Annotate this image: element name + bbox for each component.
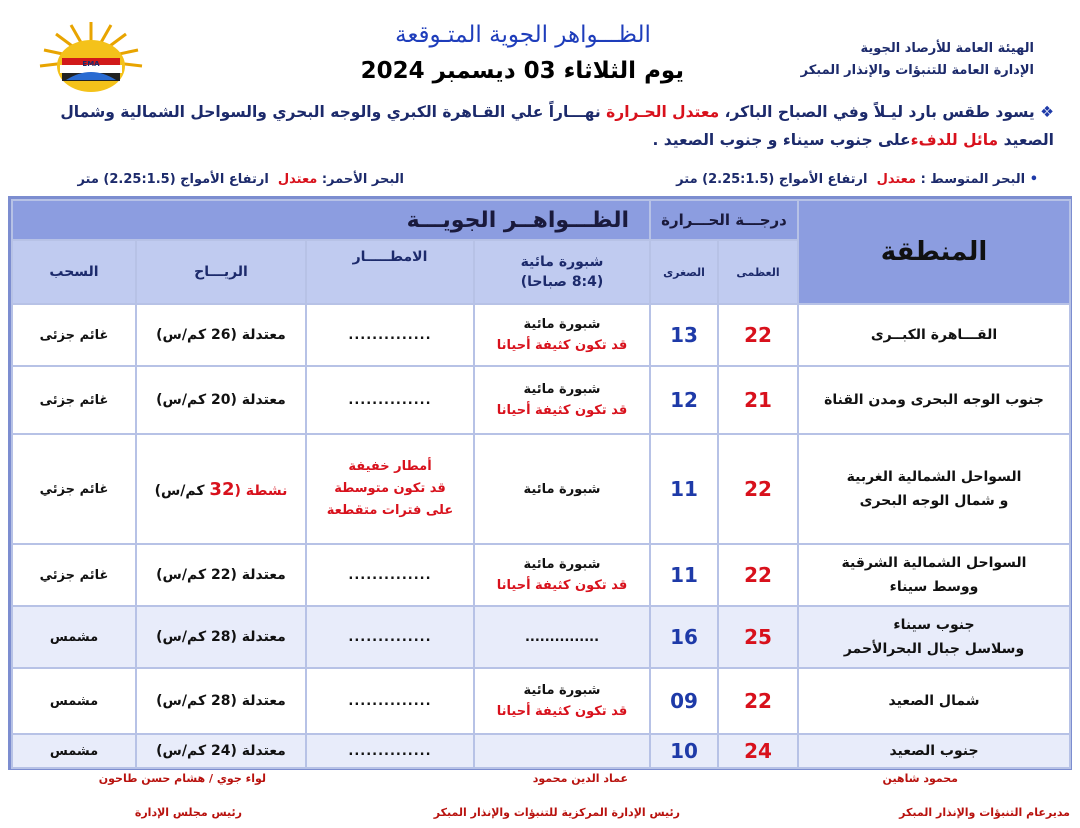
wind-strength: معتدلة	[241, 629, 286, 645]
region-line-1: جنوب الوجه البحرى ومدن القناة	[824, 392, 1044, 408]
max-temp-value: 25	[744, 625, 772, 649]
region-cell	[798, 434, 1070, 544]
region-cell	[798, 734, 1070, 768]
forecast-table	[11, 199, 1071, 769]
wind-speed-value: (28 كم/س)	[156, 693, 237, 709]
max-temp-cell	[718, 304, 798, 366]
org-line-1: الهيئة العامة للأرصاد الجوية	[860, 41, 1034, 56]
wind-speed-value: (26 كم/س)	[156, 327, 237, 343]
min-temp-cell	[650, 668, 718, 734]
temp-header: درجـــة الحـــرارة	[650, 200, 798, 240]
sig-left-name: لواء جوي / هشام حسن طاحون	[98, 772, 266, 785]
summary-part-5: على جنوب سيناء و جنوب الصعيد .	[652, 131, 911, 149]
wind-strength: معتدلة	[241, 392, 286, 408]
red-sea-state	[77, 172, 404, 187]
max-temp-value: 22	[744, 477, 772, 501]
rain-line-1: ..............	[348, 743, 432, 759]
wind-strength: معتدلة	[241, 567, 286, 583]
min-temp-header: الصغرى	[650, 240, 718, 304]
wind-cell	[136, 734, 306, 768]
wind-cell	[136, 606, 306, 668]
rain-cell	[306, 668, 474, 734]
fog-cell	[474, 366, 650, 434]
table-row	[12, 668, 1070, 734]
max-temp-cell	[718, 366, 798, 434]
cloud-cell	[12, 434, 136, 544]
fog-line-1: شبورة مائية	[523, 382, 601, 397]
sig-center-name: عماد الدين محمود	[532, 772, 628, 785]
fog-line-2: قد تكون كثيفة أحيانا	[496, 403, 628, 418]
rain-line-1: ..............	[348, 392, 432, 408]
bullet-dot-icon: •	[1029, 172, 1038, 187]
table-row	[12, 606, 1070, 668]
fog-header-line-2: (8:4 صباحا)	[520, 274, 604, 290]
fog-cell	[474, 304, 650, 366]
max-temp-value: 24	[744, 739, 772, 763]
fog-cell	[474, 434, 650, 544]
region-header: المنطقة	[798, 200, 1070, 304]
min-temp-cell	[650, 544, 718, 606]
rain-cell	[306, 434, 474, 544]
wind-unit: كم/س)	[154, 482, 205, 499]
wind-cell	[136, 366, 306, 434]
region-cell	[798, 304, 1070, 366]
cloud-cell	[12, 734, 136, 768]
red-sea-waves: ارتفاع الأمواج (2.25:1.5) متر	[77, 172, 269, 187]
sig-center-title: رئيس الإدارة المركزية للتنبؤات والإنذار المبكر	[433, 806, 680, 819]
rain-line-1: ..............	[348, 693, 432, 709]
rain-line-1: ..............	[348, 327, 432, 343]
region-line-1: القـــاهرة الكبــرى	[870, 327, 998, 343]
fog-header	[474, 240, 650, 304]
cloud-value: مشمس	[49, 743, 99, 759]
max-temp-value: 22	[744, 323, 772, 347]
summary-part-3: نهـــاراً علي القـاهرة الكبري والوجه البحري والسواحل الشمالية وشمال الصعيد	[60, 103, 1054, 149]
org-name	[734, 38, 1034, 82]
ema-logo	[36, 20, 146, 100]
max-temp-value: 21	[744, 388, 772, 412]
fog-cell	[474, 734, 650, 768]
cloud-cell	[12, 606, 136, 668]
cloud-value: غائم جزئي	[39, 567, 109, 583]
region-line-1: جنوب الصعيد	[889, 743, 979, 759]
fog-line-2: قد تكون كثيفة أحيانا	[496, 338, 628, 353]
wind-strength: معتدلة	[241, 743, 286, 759]
min-temp-value: 11	[670, 563, 698, 587]
min-temp-value: 11	[670, 477, 698, 501]
rain-line-2: قد تكون متوسطة	[334, 481, 446, 496]
rain-header: الامطـــــار	[306, 240, 474, 304]
region-line-1: السواحل الشمالية الشرقية	[841, 555, 1027, 571]
summary-part-4: مائل للدفء	[910, 131, 999, 149]
fog-cell	[474, 544, 650, 606]
max-temp-header: العظمى	[718, 240, 798, 304]
summary-part-2: معتدل الحـرارة	[606, 103, 720, 121]
max-temp-cell	[718, 544, 798, 606]
wind-strength: نشطة	[245, 482, 288, 499]
wind-cell	[136, 544, 306, 606]
logo-text: EMA	[82, 60, 100, 68]
weather-summary	[14, 98, 1054, 154]
region-cell	[798, 668, 1070, 734]
region-cell	[798, 366, 1070, 434]
region-line-2: و شمال الوجه البحرى	[859, 493, 1009, 509]
rain-line-1: ..............	[348, 567, 432, 583]
max-temp-cell	[718, 434, 798, 544]
rain-cell	[306, 544, 474, 606]
region-line-1: جنوب سيناء	[893, 617, 975, 633]
forecast-table-frame	[8, 196, 1072, 770]
wind-strength: معتدلة	[241, 327, 286, 343]
wind-speed-value: (20 كم/س)	[156, 392, 237, 408]
wind-speed-value: (28 كم/س)	[156, 629, 237, 645]
min-temp-cell	[650, 304, 718, 366]
wind-header: الريـــاح	[136, 240, 306, 304]
table-row	[12, 434, 1070, 544]
max-temp-cell	[718, 668, 798, 734]
rain-line-1: أمطار خفيفة	[348, 459, 432, 474]
fog-line-1: شبورة مائية	[523, 557, 601, 572]
cloud-cell	[12, 544, 136, 606]
min-temp-value: 09	[670, 689, 698, 713]
fog-line-1: ...............	[524, 629, 600, 645]
min-temp-value: 13	[670, 323, 698, 347]
region-line-1: شمال الصعيد	[888, 693, 980, 709]
max-temp-cell	[718, 606, 798, 668]
rain-line-1: ..............	[348, 629, 432, 645]
fog-line-1: شبورة مائية	[523, 481, 601, 497]
wind-cell	[136, 304, 306, 366]
red-sea-label: البحر الأحمر:	[321, 172, 404, 187]
region-cell	[798, 606, 1070, 668]
cloud-cell	[12, 304, 136, 366]
max-temp-cell	[718, 734, 798, 768]
med-sea-state	[676, 172, 1038, 187]
rain-cell	[306, 304, 474, 366]
wind-speed-value: (22 كم/س)	[156, 567, 237, 583]
summary-part-1: يسود طقس بارد ليـلاً وفي الصباح الباكر،	[724, 103, 1035, 121]
cloud-value: مشمس	[49, 629, 99, 645]
fog-line-2: قد تكون كثيفة أحيانا	[496, 704, 628, 719]
cloud-value: غائم جزئي	[39, 481, 109, 497]
wind-speed-value: (24 كم/س)	[156, 743, 237, 759]
region-line-1: السواحل الشمالية الغربية	[846, 469, 1022, 485]
fog-cell	[474, 606, 650, 668]
org-line-2: الإدارة العامة للتنبؤات والإنذار المبكر	[800, 63, 1034, 78]
fog-line-1: شبورة مائية	[523, 317, 601, 332]
sig-right-name: محمود شاهين	[882, 772, 958, 785]
min-temp-value: 10	[670, 739, 698, 763]
fog-line-2: قد تكون كثيفة أحيانا	[496, 578, 628, 593]
rain-cell	[306, 734, 474, 768]
cloud-cell	[12, 366, 136, 434]
sig-left-title: رئيس مجلس الإدارة	[134, 806, 242, 819]
table-row	[12, 734, 1070, 768]
red-sea-condition: معتدل	[277, 172, 318, 187]
region-cell	[798, 544, 1070, 606]
fog-cell	[474, 668, 650, 734]
cloud-value: مشمس	[49, 693, 99, 709]
rain-line-3: على فترات متقطعة	[326, 503, 454, 518]
wind-speed-value: 32	[209, 478, 235, 500]
table-row	[12, 544, 1070, 606]
max-temp-value: 22	[744, 689, 772, 713]
min-temp-cell	[650, 434, 718, 544]
region-line-2: وسلاسل جبال البحرالأحمر	[843, 641, 1025, 657]
wind-strength: معتدلة	[241, 693, 286, 709]
min-temp-cell	[650, 606, 718, 668]
min-temp-cell	[650, 366, 718, 434]
med-sea-condition: معتدل	[876, 172, 917, 187]
table-row	[12, 304, 1070, 366]
wind-cell	[136, 668, 306, 734]
page-title: الظـــواهر الجوية المتـوقعة	[395, 22, 651, 48]
sig-right-title: مديرعام التنبؤات والإنذار المبكر	[899, 806, 1070, 819]
cloud-cell	[12, 668, 136, 734]
min-temp-cell	[650, 734, 718, 768]
max-temp-value: 22	[744, 563, 772, 587]
min-temp-value: 12	[670, 388, 698, 412]
cloud-value: غائم جزئى	[39, 327, 109, 343]
cloud-header: السحب	[12, 240, 136, 304]
wind-cell: نشطة (32 كم/س)	[136, 434, 306, 544]
rain-cell	[306, 366, 474, 434]
med-sea-waves: ارتفاع الأمواج (2.25:1.5) متر	[676, 172, 868, 187]
cloud-value: غائم جزئى	[39, 392, 109, 408]
fog-line-1: شبورة مائية	[523, 683, 601, 698]
phenomena-header: الظـــواهــر الجويـــة	[12, 200, 650, 240]
bullet-diamond-icon: ❖	[1034, 103, 1054, 121]
min-temp-value: 16	[670, 625, 698, 649]
rain-cell	[306, 606, 474, 668]
med-sea-label: البحر المتوسط :	[920, 172, 1026, 187]
table-row	[12, 366, 1070, 434]
fog-header-line-1: شبورة مائية	[520, 254, 604, 270]
forecast-date: يوم الثلاثاء 03 ديسمبر 2024	[360, 58, 684, 84]
region-line-2: ووسط سيناء	[889, 579, 979, 595]
